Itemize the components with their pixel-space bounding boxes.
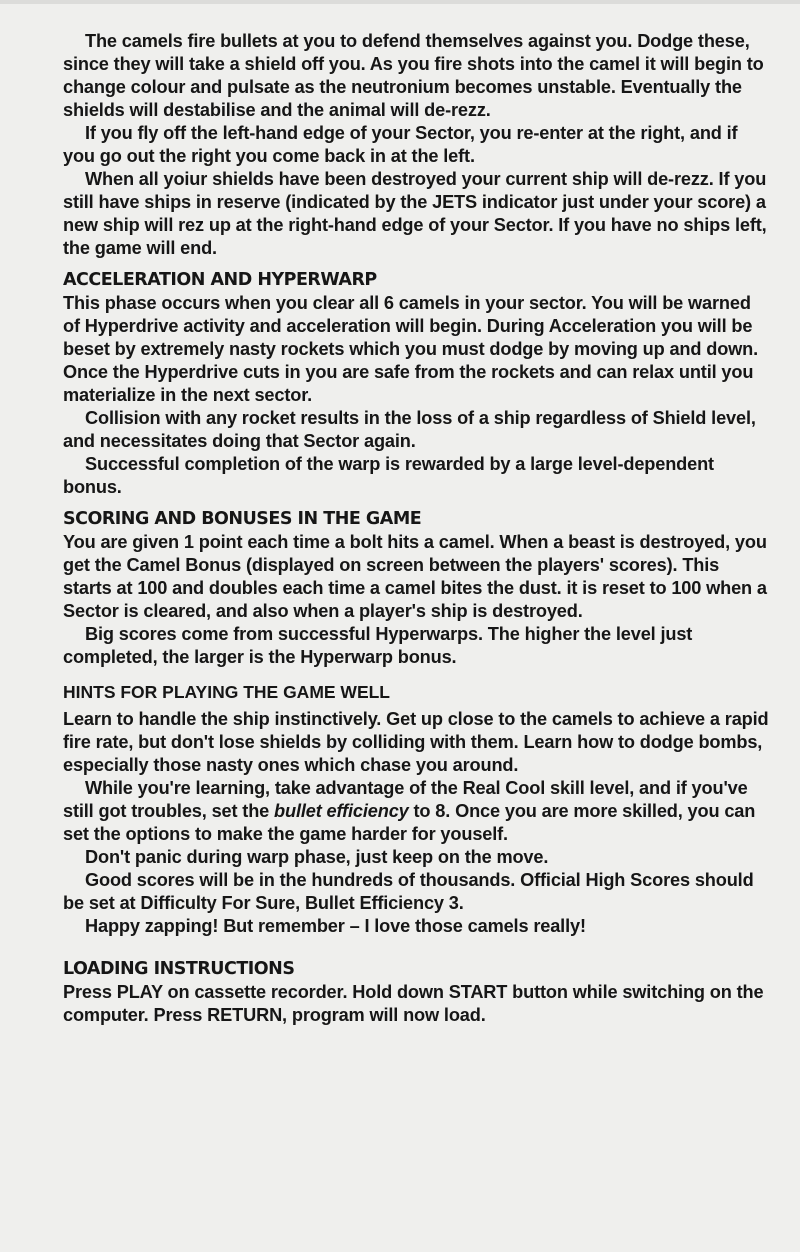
intro-paragraph-1: The camels fire bullets at you to defend themselves against you. Dodge these, since they will take a shield off you. As you fire shots into the camel it will begin to change colour and pulsate as the neutronium becomes unstable. Eventually the shields will destabilise and the animal will de-rezz. xyxy=(63,31,764,120)
acceleration-paragraph-3: Successful completion of the warp is rewarded by a large level-dependent bonus. xyxy=(63,454,714,497)
hints-paragraph-2-end: to 8. Once you are more skilled, you can set the options to make the game harder for youself. xyxy=(63,801,756,844)
scoring-heading: SCORING AND BONUSES IN THE GAME xyxy=(63,509,422,529)
hints-paragraph-5: Happy zapping! But remember – I love those camels really! xyxy=(85,916,586,936)
intro-paragraph-2: If you fly off the left-hand edge of your Sector, you re-enter at the right, and if you go out the right you come back in at the left. xyxy=(63,123,738,166)
acceleration-heading: ACCELERATION AND HYPERWARP xyxy=(63,270,377,290)
intro-paragraph-3: When all yoiur shields have been destroyed your current ship will de-rezz. If you still have ships in reserve (indicated by the JETS indicator just under your score) a new ship will rez up at the right-hand edge of your Sector. If you have no ships left, the game will end. xyxy=(63,169,767,258)
hints-paragraph-3: Don't panic during warp phase, just keep on the move. xyxy=(85,847,549,867)
hints-paragraph-4: Good scores will be in the hundreds of thousands. Official High Scores should be set at Difficulty For Sure, Bullet Efficiency 3. xyxy=(63,870,754,913)
hints-paragraph-2-start: While you're learning, take advantage of the Real Cool skill level, and if you've still got troubles, set the xyxy=(63,778,748,821)
scoring-paragraph-1: You are given 1 point each time a bolt hits a camel. When a beast is destroyed, you get the Camel Bonus (displayed on screen between the players' scores). This starts at 100 and doubles each time a camel bites the dust. it is reset to 100 when a Sector is cleared, and also when a player's ship is destroyed. xyxy=(63,532,767,621)
intro-section xyxy=(63,30,770,260)
acceleration-section xyxy=(63,269,770,499)
loading-section xyxy=(63,958,770,1027)
loading-paragraph: Press PLAY on cassette recorder. Hold down START button while switching on the computer. Press RETURN, program will now load. xyxy=(63,982,764,1025)
hints-section xyxy=(63,681,770,938)
acceleration-paragraph-1: This phase occurs when you clear all 6 camels in your sector. You will be warned of Hyperdrive activity and acceleration will begin. During Acceleration you will be beset by extremely nasty rockets which you must dodge by moving up and down. Once the Hyperdrive cuts in you are safe from the rockets and can relax until you materialize in the next sector. xyxy=(63,293,759,405)
bullet-efficiency-emphasis: bullet efficiency xyxy=(274,801,409,821)
hints-heading: HINTS FOR PLAYING THE GAME WELL xyxy=(63,682,390,702)
hints-paragraph-2 xyxy=(63,777,770,846)
acceleration-paragraph-2: Collision with any rocket results in the loss of a ship regardless of Shield level, and necessitates doing that Sector again. xyxy=(63,408,756,451)
loading-heading: LOADING INSTRUCTIONS xyxy=(63,959,295,979)
scoring-paragraph-2: Big scores come from successful Hyperwarps. The higher the level just completed, the larger is the Hyperwarp bonus. xyxy=(63,624,693,667)
scoring-section xyxy=(63,508,770,669)
hints-paragraph-1: Learn to handle the ship instinctively. Get up close to the camels to achieve a rapid fire rate, but don't lose shields by colliding with them. Learn how to dodge bombs, especially those nasty ones which chase you around. xyxy=(63,709,769,775)
